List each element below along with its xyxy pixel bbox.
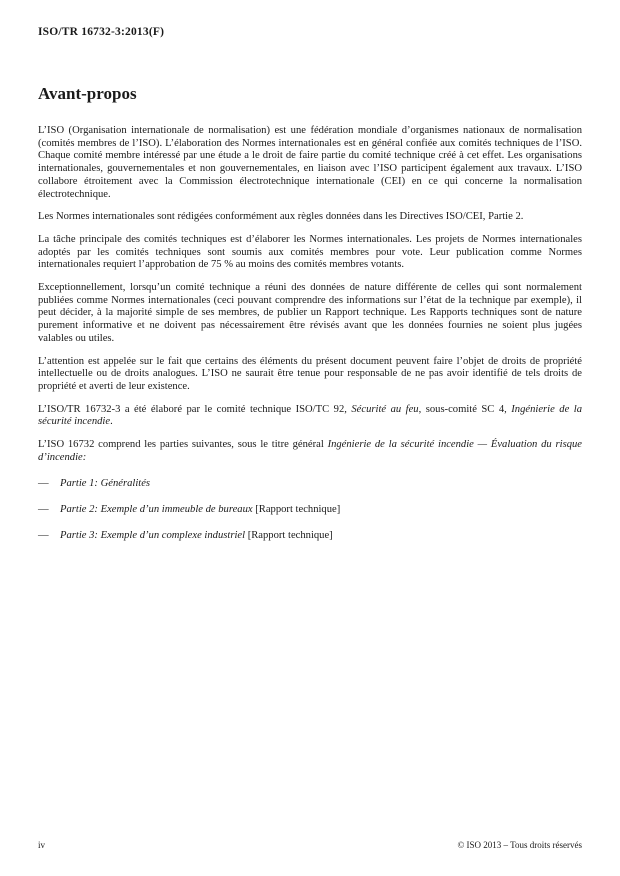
part-title: Partie 1: Généralités: [60, 478, 151, 490]
paragraph-comite-elaboration: [38, 404, 582, 429]
text-run: L’ISO 16732 comprend les parties suivantes, sous le titre général: [38, 439, 328, 451]
dash-bullet: —: [38, 478, 49, 490]
dash-bullet: —: [38, 504, 49, 516]
text-run: , sous-comité SC 4,: [418, 403, 512, 415]
paragraph-iso-federation: L’ISO (Organisation internationale de normalisation) est une fédération mondiale d’organismes nationaux de normalisation (comités membres de l’ISO). L’élaboration des Normes internationales est en général confiée aux comités techniques de l’ISO. Chaque comité membre intéressé par une étude a le droit de faire partie du comité technique créé à cet effet. Les organisations internationales, gouvernementales et non gouvernementales, en liaison avec l’ISO participent également aux travaux. L’ISO collabore étroitement avec la Commission électrotechnique internationale (CEI) en ce qui concerne la normalisation électrotechnique.: [38, 125, 582, 200]
part-title: Partie 3: Exemple d’un complexe industriel: [60, 529, 246, 541]
list-item-text: [60, 478, 150, 491]
section-title: Avant-propos: [38, 84, 137, 103]
list-item-text: [60, 504, 340, 517]
part-suffix: [Rapport technique]: [252, 504, 341, 516]
dash-bullet: —: [38, 529, 49, 541]
part-title: Partie 2: Exemple d’un immeuble de bureaux: [60, 504, 253, 516]
parts-list: [38, 478, 582, 542]
text-run: .: [110, 416, 113, 428]
page-number: iv: [38, 840, 46, 850]
list-item-text: [60, 530, 333, 543]
paragraph-propriete-intellectuelle: L’attention est appelée sur le fait que certains des éléments du présent document peuvent faire l’objet de droits de propriété intellectuelle ou de droits analogues. L’ISO ne saurait être tenue pour responsable de ne pas avoir identifié de tels droits de propriété et averti de leur existence.: [38, 355, 582, 392]
list-item-partie-2: [38, 504, 582, 517]
paragraph-rapport-technique: Exceptionnellement, lorsqu’un comité technique a réuni des données de nature différente de celles qui sont normalement publiées comme Normes internationales (ceci pouvant comprendre des informations sur l’état de la technique par exemple), il peut décider, à la majorité simple de ses membres, de publier un Rapport technique. Les Rapports techniques sont de nature purement informative et ne doivent pas nécessairement être révisés avant que les données fournies ne soient plus jugées valables ou utiles.: [38, 282, 582, 344]
copyright-notice: © ISO 2013 – Tous droits réservés: [457, 840, 582, 850]
list-item-partie-3: [38, 530, 582, 543]
text-run-italic: Ingénierie de la sécurité incendie — Évaluation du risque d’incendie:: [38, 439, 582, 463]
text-run-italic: Sécurité au feu: [351, 403, 419, 415]
paragraph-directives: Les Normes internationales sont rédigées conformément aux règles données dans les Directives ISO/CEI, Partie 2.: [38, 211, 524, 223]
text-run-italic: Ingénierie de la sécurité incendie: [38, 403, 582, 428]
document-reference: ISO/TR 16732-3:2013(F): [38, 26, 165, 38]
list-item-partie-1: [38, 478, 582, 491]
text-run: L’ISO/TR 16732-3 a été élaboré par le comité technique ISO/TC 92,: [38, 403, 352, 415]
paragraph-parties-intro: [38, 439, 582, 464]
paragraph-comites-techniques: La tâche principale des comités techniques est d’élaborer les Normes internationales. Les projets de Normes internationales adoptés par les comités techniques sont soumis aux comités membres pour vote. Leur publication comme Normes internationales requiert l’approbation de 75 % au moins des comités membres votants.: [38, 233, 582, 271]
page-footer: [38, 840, 582, 850]
part-suffix: [Rapport technique]: [245, 529, 333, 541]
